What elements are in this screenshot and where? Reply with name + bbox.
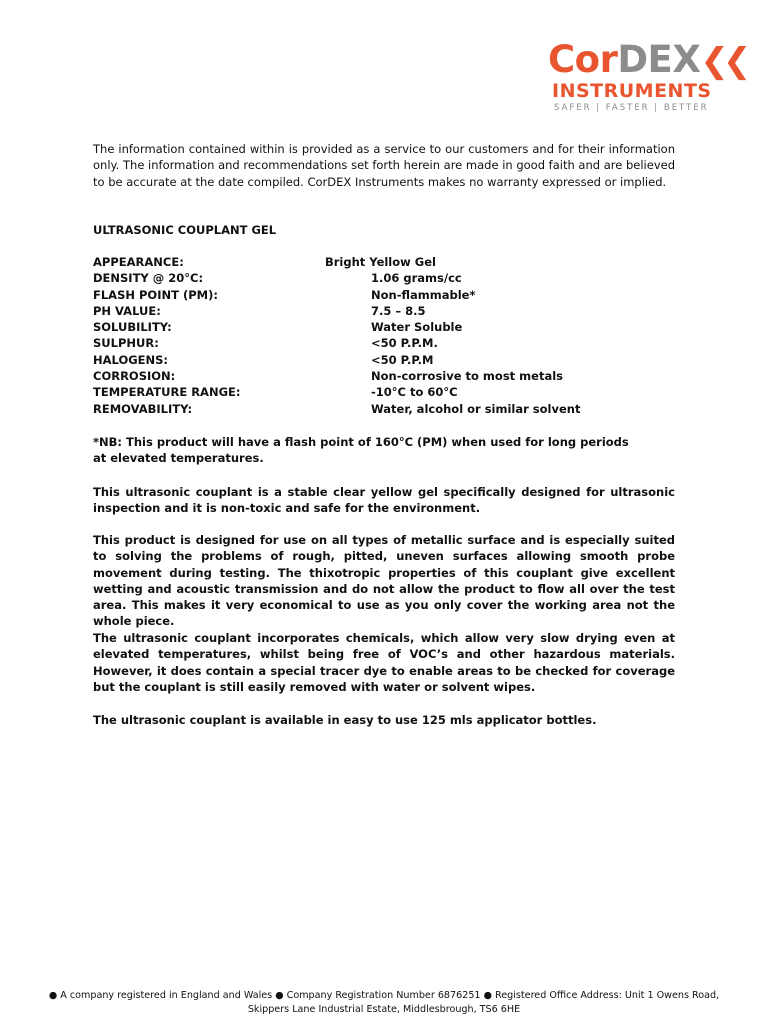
- body-paragraph: The ultrasonic couplant incorporates chemicals, which allow very slow drying even at elevated temperatures, whilst being free of VOC’s and other hazardous materials. However, it does contain a special tracer dye to enable areas to be checked for coverage but the couplant is still easily removed with water or solvent wipes.: [93, 631, 675, 694]
- spec-value: <50 P.P.M.: [371, 336, 438, 351]
- spec-label: DENSITY @ 20°C:: [93, 271, 204, 286]
- spec-label: HALOGENS:: [93, 352, 169, 367]
- note-line: at elevated temperatures.: [93, 451, 264, 466]
- spec-value: 7.5 – 8.5: [371, 303, 426, 318]
- spec-label: SOLUBILITY:: [93, 320, 172, 335]
- footer-line: ● A company registered in England and Wales ● Company Registration Number 6876251 ● Registered Office Address: Unit 1 Owens Road,: [48, 990, 720, 1001]
- disclaimer-text: The information contained within is provided as a service to our customers and for their information only. The information and recommendations set forth herein are made in good faith and are believed to be accurate at the date compiled. CorDEX Instruments makes no warranty expressed or implied.: [93, 142, 675, 189]
- body-paragraph: The ultrasonic couplant is available in easy to use 125 mls applicator bottles.: [93, 713, 597, 727]
- spec-label: APPEARANCE:: [93, 255, 184, 269]
- logo-brand-part2: DEX: [617, 38, 701, 81]
- spec-label: CORROSION:: [93, 369, 176, 384]
- company-logo: [548, 40, 744, 116]
- body-paragraph: This ultrasonic couplant is a stable clear yellow gel specifically designed for ultrasonic inspection and it is non-toxic and safe for the environment.: [93, 485, 675, 516]
- chevron-left-icon: ❮❮: [700, 41, 746, 81]
- spec-label: TEMPERATURE RANGE:: [93, 385, 241, 400]
- spec-value: Bright Yellow Gel: [325, 255, 436, 269]
- body-paragraph: This product is designed for use on all types of metallic surface and is especially suited to solving the problems of rough, pitted, uneven surfaces allowing smooth probe movement during testing. The thixotropic properties of this couplant give excellent wetting and acoustic transmission and do not allow the product to flow all over the test area. This makes it very economical to use as you only cover the working area not the whole piece.: [93, 533, 675, 629]
- logo-tagline: SAFER | FASTER | BETTER: [554, 103, 709, 113]
- spec-value: Water, alcohol or similar solvent: [371, 401, 581, 416]
- logo-subtitle: INSTRUMENTS: [552, 80, 712, 102]
- spec-value: Water Soluble: [371, 320, 463, 335]
- spec-label: SULPHUR:: [93, 336, 159, 351]
- spec-value: Non-flammable*: [371, 287, 476, 302]
- spec-label: PH VALUE:: [93, 303, 161, 318]
- note-line: *NB: This product will have a flash point of 160°C (PM) when used for long periods: [93, 435, 629, 449]
- spec-value: <50 P.P.M: [371, 352, 434, 367]
- footer-line: Skippers Lane Industrial Estate, Middlesbrough, TS6 6HE: [247, 1004, 521, 1015]
- product-title: ULTRASONIC COUPLANT GEL: [93, 223, 277, 237]
- spec-label: FLASH POINT (PM):: [93, 287, 218, 302]
- flash-point-note: [93, 434, 675, 467]
- logo-wordmark: [548, 40, 744, 81]
- spec-value: 1.06 grams/cc: [371, 271, 462, 286]
- page-footer: [40, 989, 728, 1017]
- spec-value: -10°C to 60°C: [371, 385, 458, 400]
- logo-brand-part1: Cor: [548, 38, 618, 81]
- spec-value: Non-corrosive to most metals: [371, 369, 563, 384]
- spec-label: REMOVABILITY:: [93, 401, 193, 416]
